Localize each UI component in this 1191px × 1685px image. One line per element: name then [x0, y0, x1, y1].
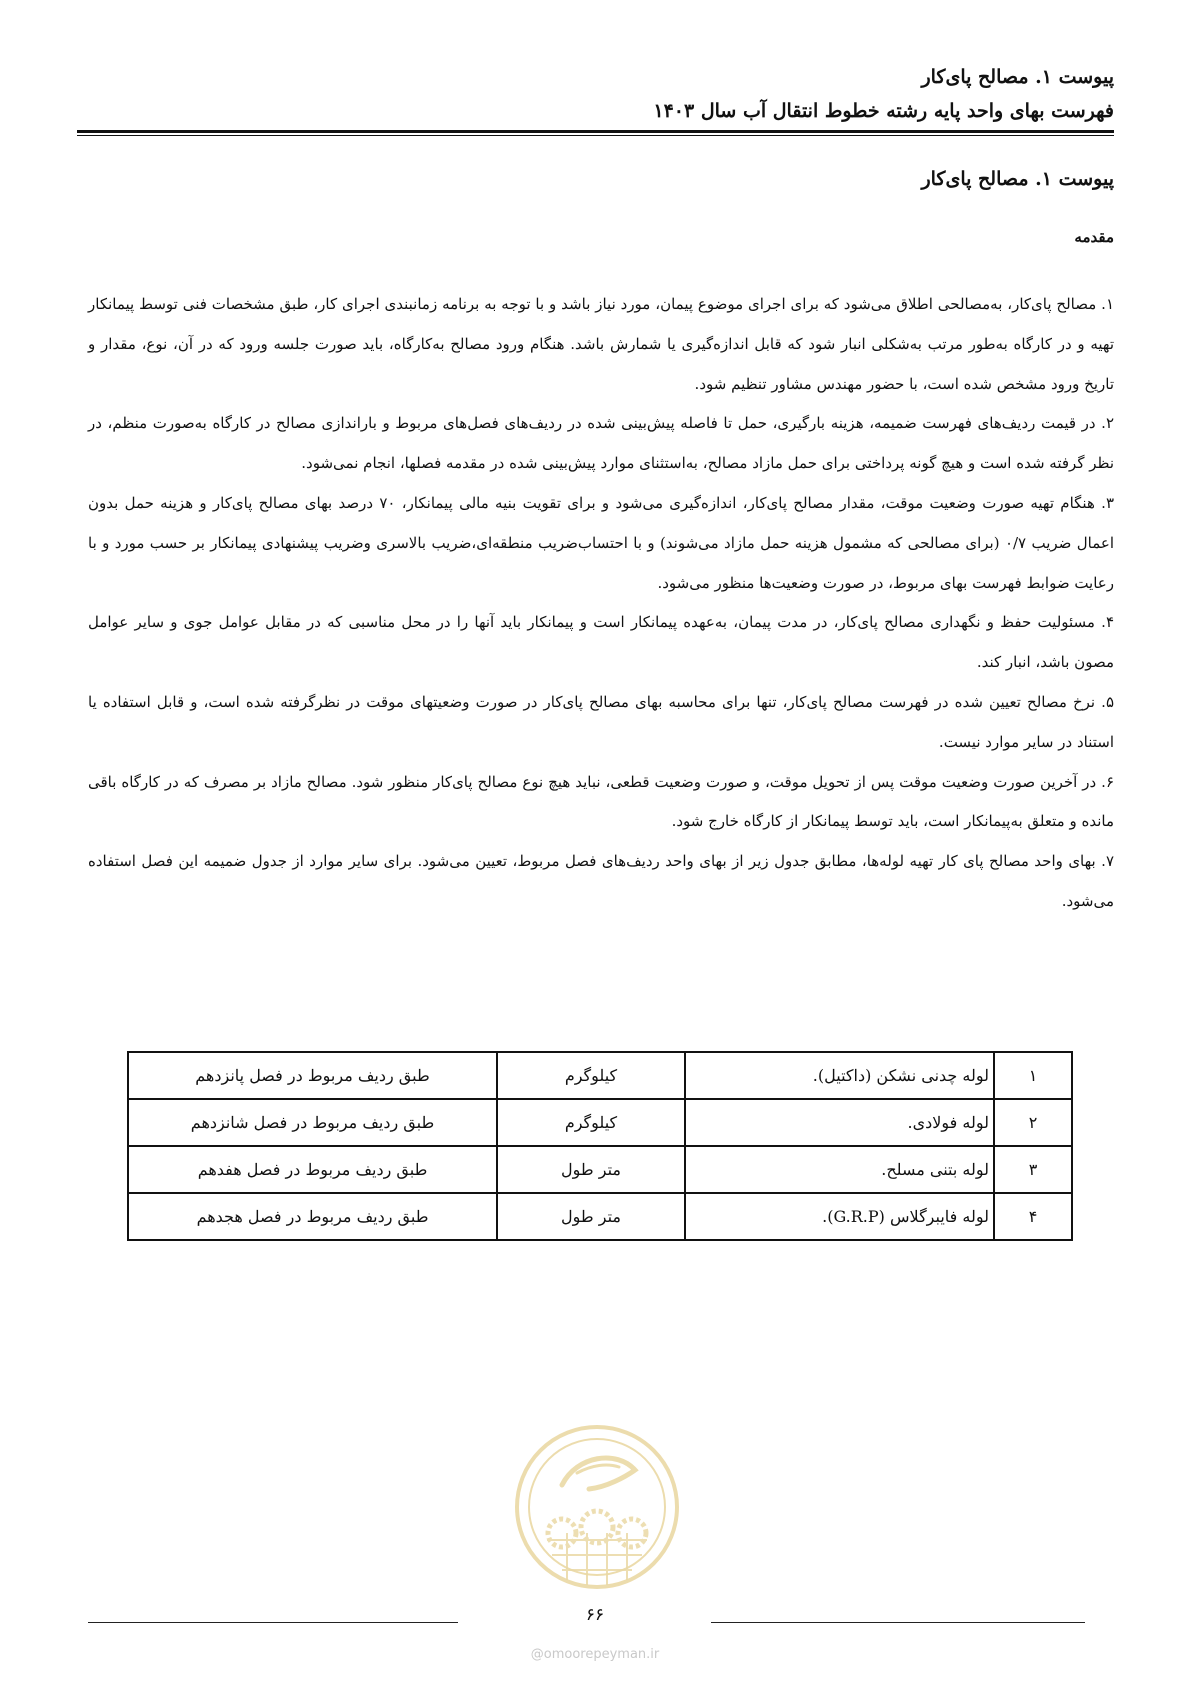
row-number: ۲ [994, 1099, 1072, 1146]
row-number: ۳ [994, 1146, 1072, 1193]
item-unit: کیلوگرم [497, 1052, 685, 1099]
header-rule-thick [77, 130, 1114, 133]
table-row [128, 1146, 1072, 1193]
pipe-materials-table-wrapper [127, 1051, 1073, 1241]
running-header [77, 60, 1114, 128]
footer-rule-right [711, 1622, 1085, 1623]
header-document-title: فهرست بهای واحد پایه رشته خطوط انتقال آب سال ۱۴۰۳ [653, 100, 1114, 122]
paragraph-3: ۳. هنگام تهیه صورت وضعیت موقت، مقدار مصالح پای‌کار، اندازه‌گیری می‌شود و برای تقویت بنیه مالی پیمانکار، ۷۰ درصد بهای مصالح پای‌کار و هزینه حمل بدون اعمال ضریب ۰/۷ (برای مصالحی که مشمول هزینه حمل مازاد می‌شوند) و با احتساب‌ضریب منطقه‌ای،ضریب بالاسری وضریب پیشنهادی پیمانکار بر حسب مورد و با رعایت ضوابط فهرست بهای مربوط، در صورت وضعیت‌ها منظور می‌شود. [88, 493, 1114, 592]
header-appendix-title: پیوست ۱. مصالح پای‌کار [921, 66, 1114, 88]
price-reference: طبق ردیف مربوط در فصل پانزدهم [128, 1052, 497, 1099]
price-reference: طبق ردیف مربوط در فصل شانزدهم [128, 1099, 497, 1146]
item-description: لوله فایبرگلاس (G.R.P). [685, 1193, 994, 1240]
item-description: لوله چدنی نشکن (داکتیل). [685, 1052, 994, 1099]
page-number: ۶۶ [585, 1605, 605, 1625]
item-description: لوله بتنی مسلح. [685, 1146, 994, 1193]
item-unit: کیلوگرم [497, 1099, 685, 1146]
header-rule-thin [77, 135, 1114, 136]
table-row [128, 1052, 1072, 1099]
row-number: ۱ [994, 1052, 1072, 1099]
footer-rule-left [88, 1622, 458, 1623]
paragraph-4: ۴. مسئولیت حفظ و نگهداری مصالح پای‌کار، در مدت پیمان، به‌عهده پیمانکار است و پیمانکار باید آنها را در محل مناسبی که در مقابل عوامل جوی و سایر عوامل مصون باشد، انبار کند. [88, 613, 1114, 672]
section-title: پیوست ۱. مصالح پای‌کار [921, 168, 1114, 190]
omoore-peyman-seal-logo [507, 1415, 687, 1600]
table-row [128, 1193, 1072, 1240]
price-reference: طبق ردیف مربوط در فصل هفدهم [128, 1146, 497, 1193]
body-text [88, 285, 1114, 922]
item-description: لوله فولادی. [685, 1099, 994, 1146]
item-unit: متر طول [497, 1193, 685, 1240]
subheading-introduction: مقدمه [1074, 228, 1114, 246]
table-row [128, 1099, 1072, 1146]
paragraph-7: ۷. بهای واحد مصالح پای کار تهیه لوله‌ها، مطابق جدول زیر از بهای واحد ردیف‌های فصل مربوط، تعیین می‌شود. برای سایر موارد از جدول ضمیمه این فصل استفاده می‌شود. [88, 852, 1114, 910]
paragraph-1: ۱. مصالح پای‌کار، به‌مصالحی اطلاق می‌شود که برای اجرای موضوع پیمان، مورد نیاز باشد و با توجه به برنامه زمانبندی اجرای کار، طبق مشخصات فنی توسط پیمانکار تهیه و در کارگاه به‌طور مرتب به‌شکلی انبار شود که قابل اندازه‌گیری یا شمارش باشد. هنگام ورود مصالح به‌کارگاه، باید صورت جلسه ورود که در آن، نوع، مقدار و تاریخ ورود مشخص شده است، با حضور مهندس مشاور تنظیم شود. [88, 295, 1114, 393]
row-number: ۴ [994, 1193, 1072, 1240]
paragraph-5: ۵. نرخ مصالح تعیین شده در فهرست مصالح پای‌کار، تنها برای محاسبه بهای مصالح پای‌کار در صورت وضعیتهای موقت در نظرگرفته شده است، و قابل استفاده یا استناد در سایر موارد نیست. [88, 692, 1114, 751]
item-unit: متر طول [497, 1146, 685, 1193]
website-watermark: @omoorepeyman.ir [530, 1647, 660, 1662]
paragraph-2: ۲. در قیمت ردیف‌های فهرست ضمیمه، هزینه بارگیری، حمل تا فاصله پیش‌بینی شده در ردیف‌های فصل‌های مربوط و باراندازی مصالح در کارگاه به‌صورت منظم، در نظر گرفته شده است و هیچ گونه پرداختی برای حمل مازاد مصالح، به‌استثنای موارد پیش‌بینی شده در مقدمه فصلها، انجام نمی‌شود. [88, 414, 1114, 473]
pipe-materials-table [127, 1051, 1073, 1241]
paragraph-6: ۶. در آخرین صورت وضعیت موقت پس از تحویل موقت، و صورت وضعیت قطعی، نباید هیچ نوع مصالح پای‌کار منظور شود. مصالح مازاد بر مصرف که در کارگاه باقی مانده و متعلق به‌پیمانکار است، باید توسط پیمانکار از کارگاه خارج شود. [88, 772, 1114, 831]
price-reference: طبق ردیف مربوط در فصل هجدهم [128, 1193, 497, 1240]
